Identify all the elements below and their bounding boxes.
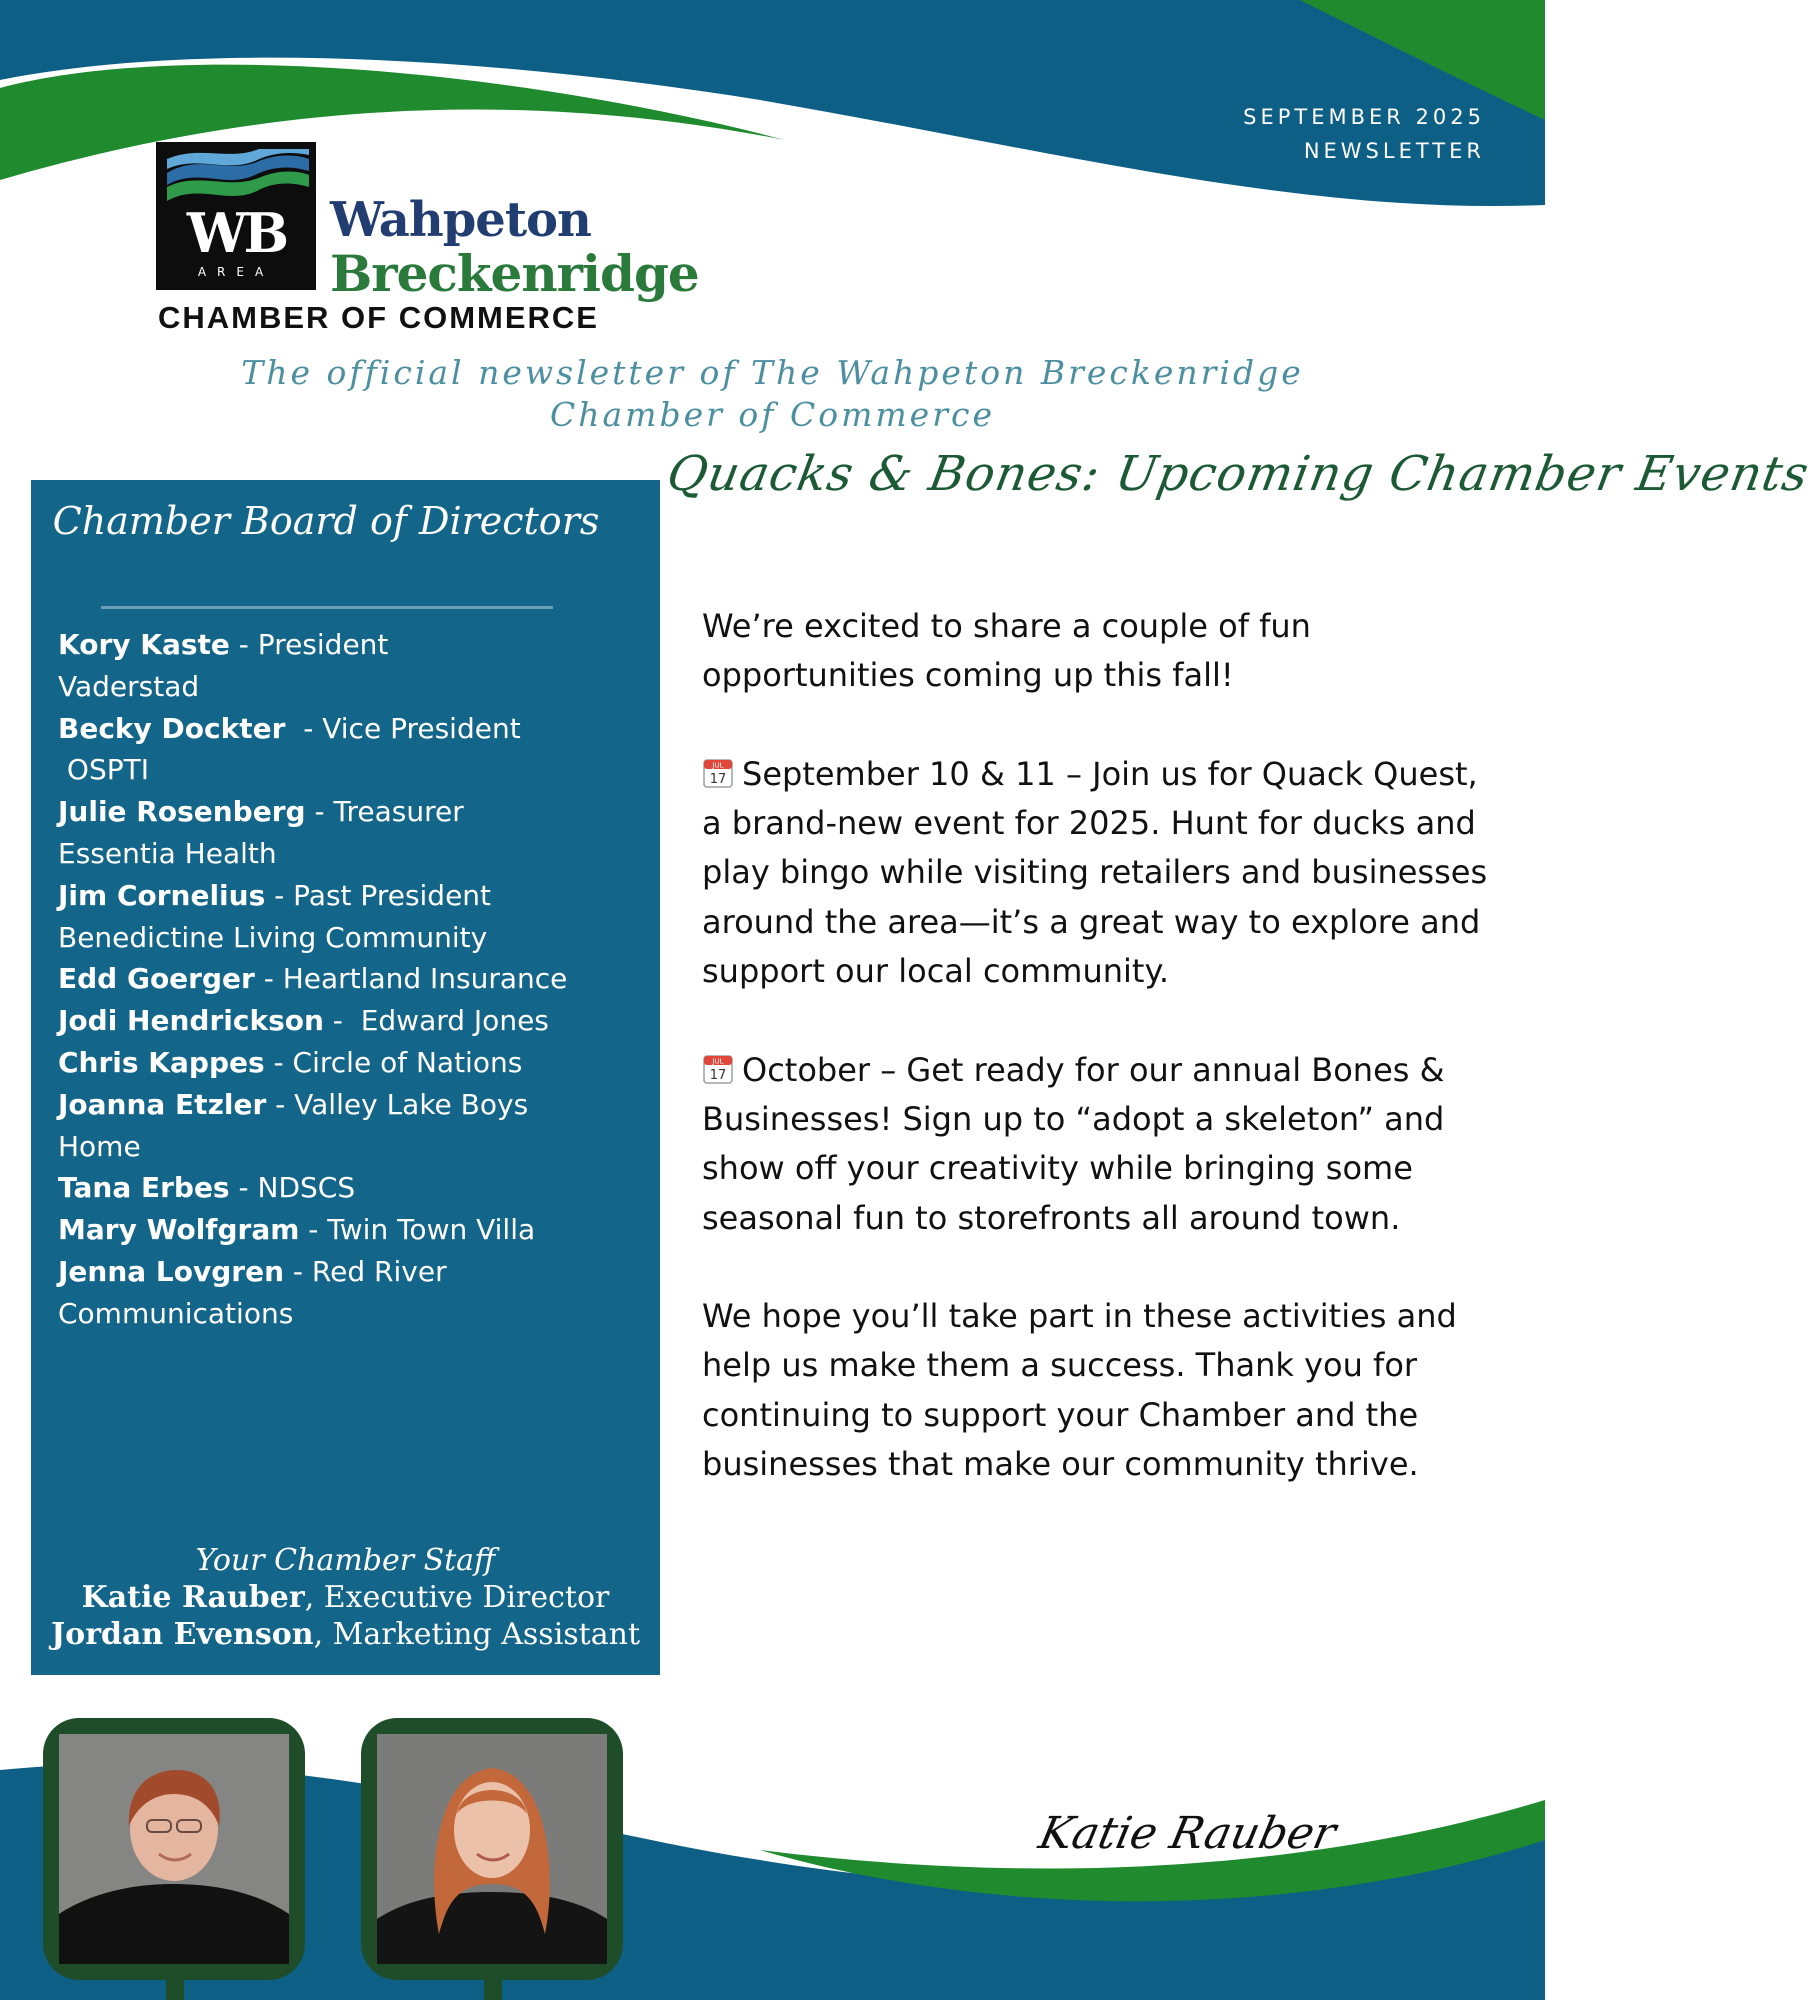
svg-text:JUL: JUL bbox=[712, 761, 724, 770]
staff-line: Katie Rauber, Executive Director bbox=[81, 1580, 610, 1615]
staff-photo bbox=[377, 1734, 607, 1964]
board-line: Communications bbox=[58, 1296, 294, 1330]
board-line: Chris Kappes - Circle of Nations bbox=[58, 1045, 523, 1079]
board-line: Essentia Health bbox=[58, 836, 277, 870]
logo-area-label: AREA bbox=[197, 265, 275, 279]
closing-paragraph: We hope you’ll take part in these activities and help us make them a success. Thank you for continuing to support your Chamber and the businesses that make our community thrive. bbox=[702, 1297, 1457, 1484]
issue-label: NEWSLETTER bbox=[1303, 139, 1485, 163]
staff-photo-frame bbox=[43, 1718, 305, 1980]
board-panel bbox=[31, 480, 660, 1675]
event-text: October – Get ready for our annual Bones & Businesses! Sign up to “adopt a skeleton” and show off your creativity while bringing some seasonal fun to storefronts all around town. bbox=[702, 1050, 1445, 1237]
svg-text:JUL: JUL bbox=[712, 1057, 724, 1066]
svg-text:17: 17 bbox=[709, 771, 727, 787]
board-line: Joanna Etzler - Valley Lake Boys bbox=[58, 1087, 529, 1121]
board-line: Edd Goerger - Heartland Insurance bbox=[58, 962, 568, 996]
board-line: OSPTI bbox=[58, 753, 149, 787]
intro-paragraph: We’re excited to share a couple of fun opportunities coming up this fall! bbox=[702, 607, 1311, 695]
staff-portrait bbox=[377, 1734, 607, 1964]
board-divider bbox=[101, 606, 553, 609]
logo-name-wahpeton: Wahpeton bbox=[330, 192, 591, 248]
issue-month: SEPTEMBER 2025 bbox=[1243, 105, 1485, 129]
board-line: Jim Cornelius - Past President bbox=[58, 878, 492, 912]
board-line: Benedictine Living Community bbox=[58, 920, 488, 954]
board-line: Mary Wolfgram - Twin Town Villa bbox=[58, 1213, 536, 1247]
board-line: Becky Dockter - Vice President bbox=[58, 711, 521, 745]
logo-letters: WB bbox=[186, 201, 286, 265]
issue-date bbox=[1243, 100, 1485, 168]
board-member-list bbox=[58, 624, 648, 1335]
board-line: Tana Erbes - NDSCS bbox=[58, 1171, 356, 1205]
board-line: Julie Rosenberg - Treasurer bbox=[58, 795, 464, 829]
board-line: Vaderstad bbox=[58, 669, 200, 703]
event-paragraph-bones-businesses bbox=[702, 1046, 1502, 1243]
signature: Katie Rauber bbox=[1034, 1808, 1341, 1859]
staff-heading: Your Chamber Staff bbox=[195, 1543, 496, 1578]
board-line: Jenna Lovgren - Red River bbox=[58, 1254, 447, 1288]
photo-stem-2 bbox=[484, 1980, 502, 2000]
board-line: Jodi Hendrickson - Edward Jones bbox=[58, 1004, 549, 1038]
newsletter-body bbox=[702, 602, 1502, 1539]
chamber-staff bbox=[31, 1542, 660, 1653]
photo-stem-1 bbox=[166, 1980, 184, 2000]
logo-name-breckenridge: Breckenridge bbox=[330, 244, 699, 303]
event-text: September 10 & 11 – Join us for Quack Quest, a brand-new event for 2025. Hunt for ducks and play bingo while visiting retailers and businesses around the area—it’s a great way to explore and support our local community. bbox=[702, 754, 1488, 991]
logo-subtitle: CHAMBER OF COMMERCE bbox=[158, 300, 599, 335]
calendar-icon bbox=[702, 1053, 734, 1085]
staff-photo bbox=[59, 1734, 289, 1964]
board-title: Chamber Board of Directors bbox=[52, 499, 600, 543]
svg-text:17: 17 bbox=[709, 1067, 727, 1083]
staff-line: Jordan Evenson, Marketing Assistant bbox=[50, 1617, 641, 1652]
staff-photo-frame bbox=[361, 1718, 623, 1980]
event-paragraph-quack-quest bbox=[702, 750, 1502, 996]
staff-portrait bbox=[59, 1734, 289, 1964]
board-line: Kory Kaste - President bbox=[58, 628, 389, 661]
chamber-logo-mark bbox=[156, 142, 316, 290]
newsletter-tagline: The official newsletter of The Wahpeton Breckenridge Chamber of Commerce bbox=[241, 353, 1304, 434]
calendar-icon bbox=[702, 757, 734, 789]
board-line: Home bbox=[58, 1129, 141, 1163]
section-heading: Quacks & Bones: Upcoming Chamber Events bbox=[663, 446, 1813, 502]
